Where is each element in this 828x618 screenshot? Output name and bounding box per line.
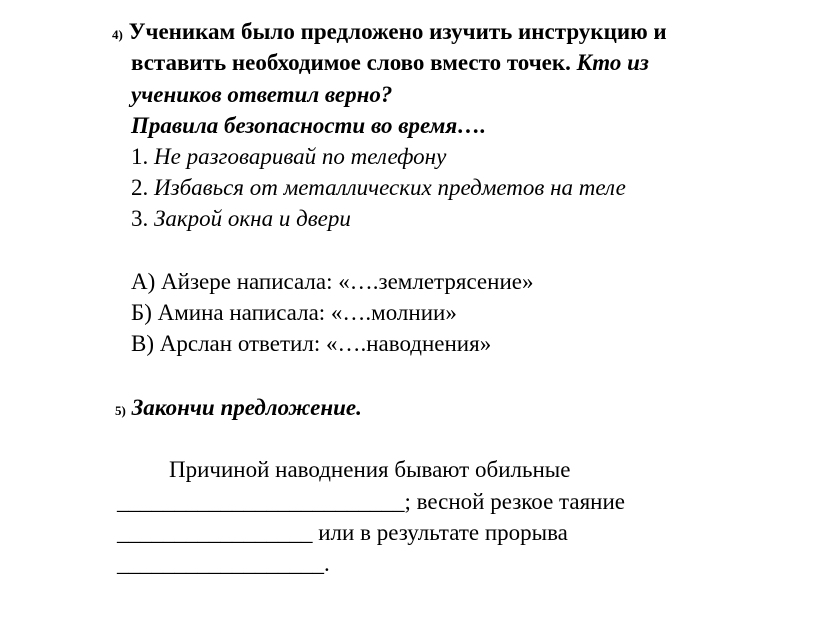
- q4-instruction-line2: вставить необходимое слово вместо точек.: [131, 50, 577, 75]
- q4-rule-item-1: [131, 141, 446, 172]
- q5-number: 5): [115, 403, 126, 418]
- q4-number: 4): [112, 27, 123, 42]
- q4-instruction-line1: Ученикам было предложено изучить инструкцию и: [128, 19, 667, 44]
- q4-question-start: Кто из: [576, 50, 649, 75]
- q5-sentence-line1: Причиной наводнения бывают обильные: [169, 457, 571, 482]
- rule-number: 3.: [131, 206, 154, 231]
- rule-number: 2.: [131, 175, 154, 200]
- rule-number: 1.: [131, 144, 154, 169]
- q4-question-end: учеников ответил верно?: [131, 82, 393, 107]
- q4-rule-item-2: [131, 172, 626, 203]
- q4-line-1: [112, 16, 667, 50]
- q4-answer-c: В) Арслан ответил: «….наводнения»: [131, 331, 492, 356]
- rule-text: Не разговаривай по телефону: [154, 144, 447, 169]
- q4-rules-title: Правила безопасности во время….: [131, 113, 486, 138]
- q4-answer-b: Б) Амина написала: «….молнии»: [131, 300, 457, 325]
- rule-text: Закрой окна и двери: [154, 206, 351, 231]
- q5-title: Закончи предложение.: [131, 395, 362, 420]
- q4-answer-a: А) Айзере написала: «….землетрясение»: [131, 269, 534, 294]
- q4-rule-item-3: [131, 203, 351, 234]
- q5-sentence-line4: __________________.: [117, 551, 330, 576]
- q5-sentence-line2: _________________________; весной резкое таяние: [117, 489, 625, 514]
- q5-sentence-line3: _________________ или в результате прорыва: [117, 520, 568, 545]
- rule-text: Избавься от металлических предметов на теле: [154, 175, 626, 200]
- q4-line-2: [131, 47, 649, 78]
- q5-heading: [115, 392, 362, 426]
